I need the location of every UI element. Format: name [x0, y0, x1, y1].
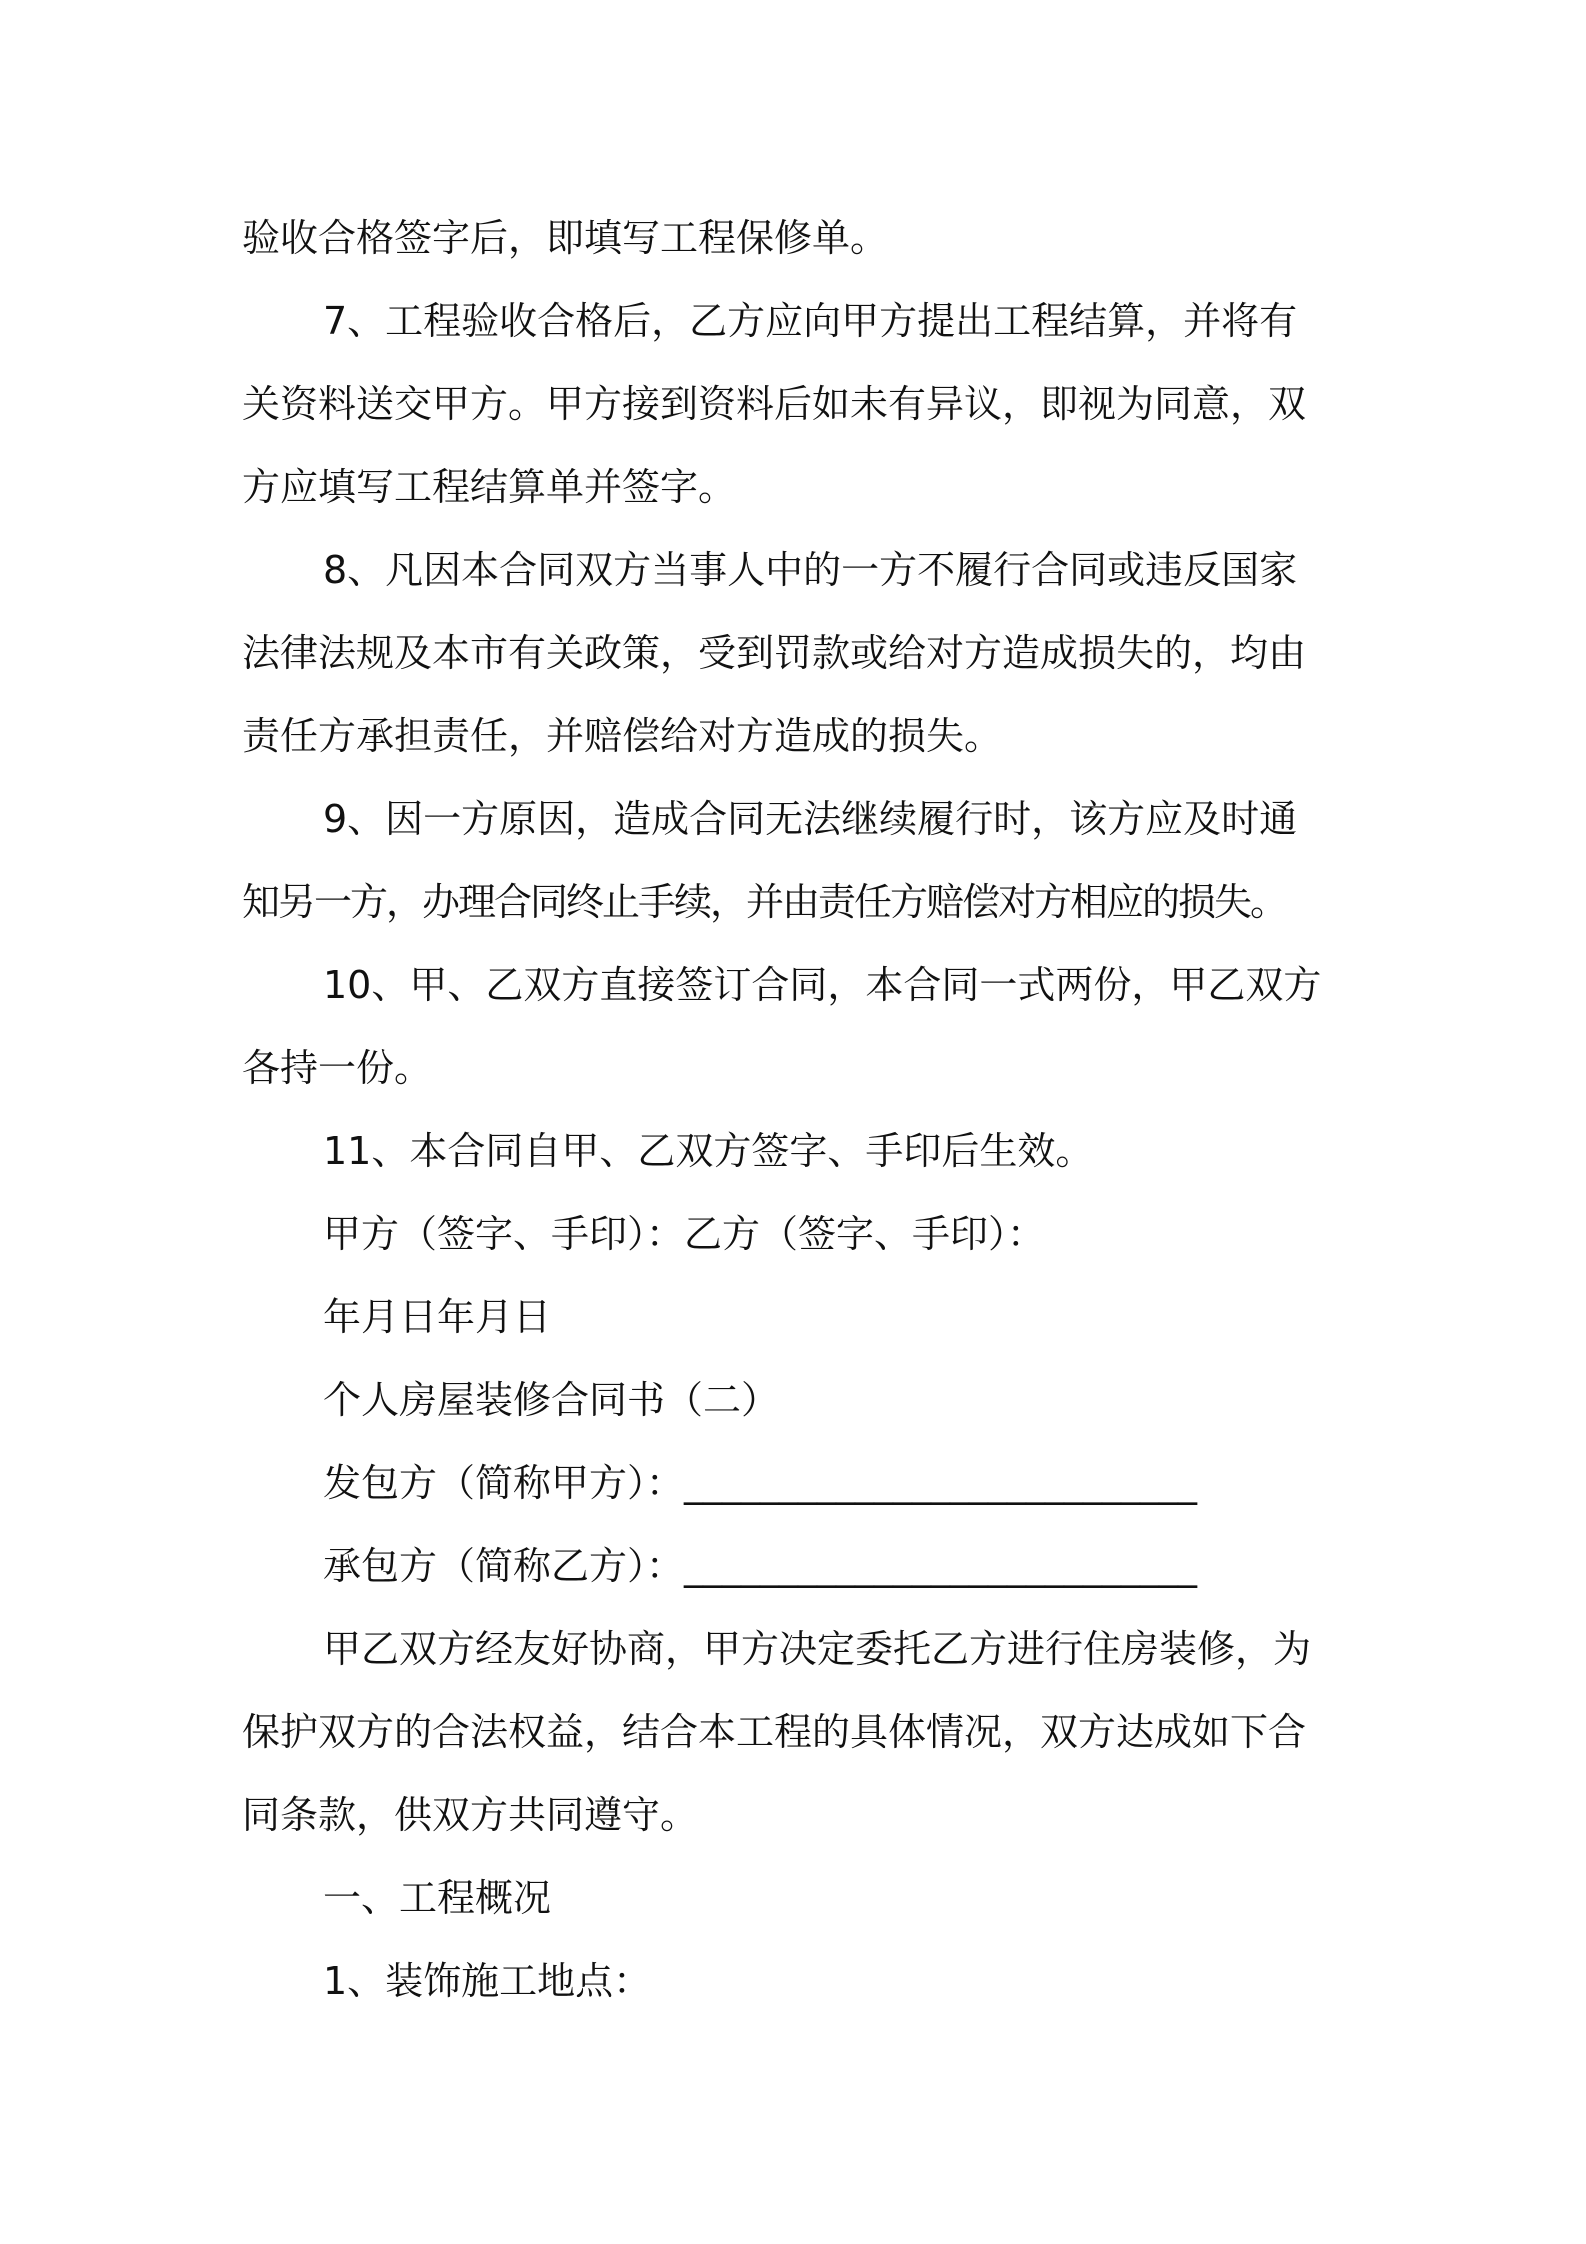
text-line: 知另一方，办理合同终止手续，并由责任方赔偿对方相应的损失。 — [242, 880, 1287, 924]
clause-11-line: 11、本合同自甲、乙双方签字、手印后生效。 — [323, 1129, 1094, 1173]
text-line: 责任方承担责任，并赔偿给对方造成的损失。 — [242, 714, 1003, 758]
text-line: 方应填写工程结算单并签字。 — [242, 465, 737, 509]
clause-9-line: 9、因一方原因，造成合同无法继续履行时，该方应及时通 — [323, 797, 1298, 841]
section-heading: 一、工程概况 — [323, 1876, 552, 1920]
clause-8-line: 8、凡因本合同双方当事人中的一方不履行合同或违反国家 — [323, 548, 1298, 592]
party-b-field: 承包方（简称乙方）：___________________________ — [323, 1544, 1198, 1588]
site-location-line: 1、装饰施工地点： — [323, 1959, 652, 2003]
signature-line: 甲方（签字、手印）：乙方（签字、手印）： — [323, 1212, 1046, 1256]
date-line: 年月日年月日 — [323, 1295, 552, 1339]
party-a-field: 发包方（简称甲方）：___________________________ — [323, 1461, 1198, 1505]
contract-title: 个人房屋装修合同书（二） — [323, 1378, 780, 1422]
text-line: 验收合格签字后，即填写工程保修单。 — [242, 216, 889, 260]
clause-7-line: 7、工程验收合格后，乙方应向甲方提出工程结算，并将有 — [323, 299, 1298, 343]
clause-10-line: 10、甲、乙双方直接签订合同，本合同一式两份，甲乙双方 — [323, 963, 1322, 1007]
text-line: 同条款，供双方共同遵守。 — [242, 1793, 699, 1837]
text-line: 关资料送交甲方。甲方接到资料后如未有异议，即视为同意，双 — [242, 382, 1307, 426]
text-line: 各持一份。 — [242, 1046, 433, 1090]
text-line: 法律法规及本市有关政策，受到罚款或给对方造成损失的，均由 — [242, 631, 1307, 675]
preamble-line: 甲乙双方经友好协商，甲方决定委托乙方进行住房装修，为 — [323, 1627, 1312, 1671]
document-body — [242, 197, 1352, 2023]
text-line: 保护双方的合法权益，结合本工程的具体情况，双方达成如下合 — [242, 1710, 1307, 1754]
